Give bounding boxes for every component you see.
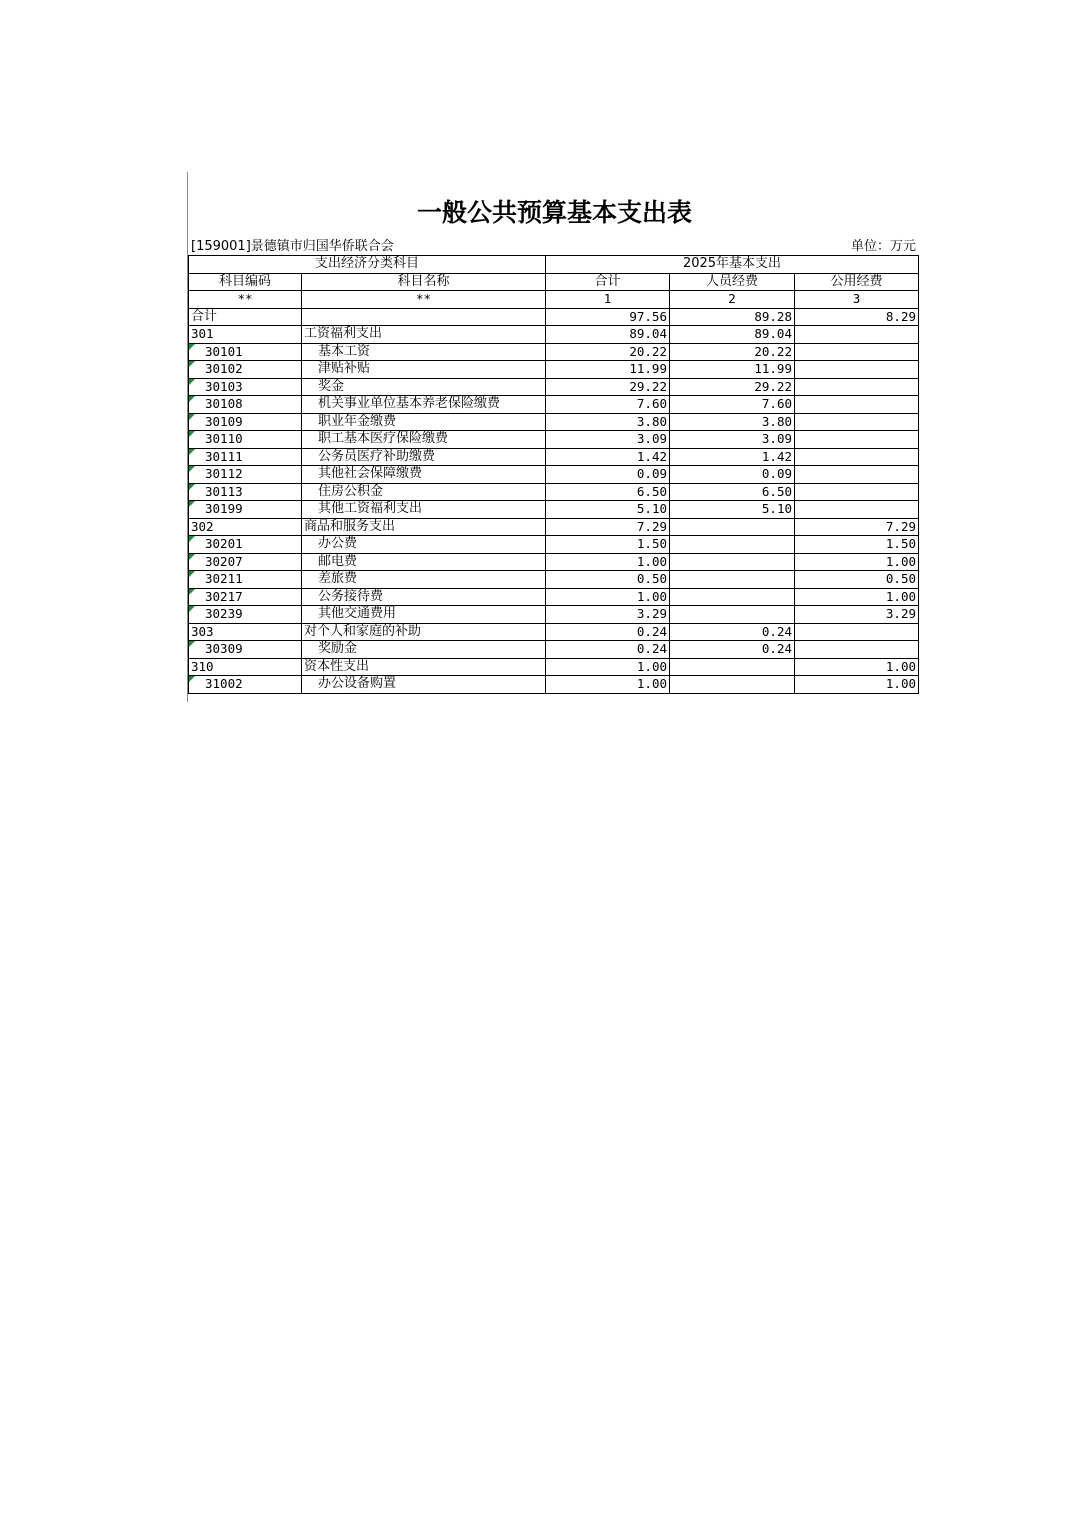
row-personnel [670,606,795,624]
row-name: 机关事业单位基本养老保险缴费 [302,396,546,414]
row-name: 对个人和家庭的补助 [302,623,546,641]
row-total: 3.29 [546,606,670,624]
index-personnel: 2 [670,291,795,309]
row-public: 0.50 [795,571,919,589]
row-total: 1.00 [546,588,670,606]
row-total: 6.50 [546,483,670,501]
row-personnel: 7.60 [670,396,795,414]
row-personnel: 6.50 [670,483,795,501]
row-total: 7.60 [546,396,670,414]
row-personnel [670,588,795,606]
row-public [795,466,919,484]
table-row [189,466,919,484]
row-public [795,623,919,641]
row-name: 职工基本医疗保险缴费 [302,431,546,449]
row-total: 1.42 [546,448,670,466]
row-code: 31002 [189,676,302,694]
row-code: 30111 [189,448,302,466]
row-public: 1.50 [795,536,919,554]
index-header-row [189,291,919,309]
row-code: 30103 [189,378,302,396]
row-personnel: 20.22 [670,343,795,361]
row-public: 1.00 [795,658,919,676]
table-row [189,378,919,396]
row-code: 合计 [189,308,302,326]
header-code: 科目编码 [189,273,302,291]
index-code: ** [189,291,302,309]
row-public [795,343,919,361]
row-code: 30109 [189,413,302,431]
row-name: 工资福利支出 [302,326,546,344]
header-name: 科目名称 [302,273,546,291]
row-public: 7.29 [795,518,919,536]
index-name: ** [302,291,546,309]
table-row [189,676,919,694]
header-public: 公用经费 [795,273,919,291]
row-personnel: 11.99 [670,361,795,379]
row-name: 差旅费 [302,571,546,589]
row-name [302,308,546,326]
row-code: 303 [189,623,302,641]
table-row [189,326,919,344]
table-row [189,658,919,676]
row-public: 1.00 [795,553,919,571]
row-code: 30201 [189,536,302,554]
row-total: 1.00 [546,658,670,676]
table-row [189,361,919,379]
table-row [189,396,919,414]
row-code: 30101 [189,343,302,361]
table-row [189,308,919,326]
row-name: 办公设备购置 [302,676,546,694]
row-name: 津贴补贴 [302,361,546,379]
row-personnel: 5.10 [670,501,795,519]
row-personnel [670,518,795,536]
row-total: 0.50 [546,571,670,589]
row-name: 商品和服务支出 [302,518,546,536]
row-name: 公务员医疗补助缴费 [302,448,546,466]
table-row [189,623,919,641]
table-row [189,536,919,554]
row-name: 其他交通费用 [302,606,546,624]
row-personnel [670,553,795,571]
index-public: 3 [795,291,919,309]
row-code: 30112 [189,466,302,484]
row-name: 其他工资福利支出 [302,501,546,519]
row-code: 30217 [189,588,302,606]
row-name: 奖金 [302,378,546,396]
row-name: 其他社会保障缴费 [302,466,546,484]
table-row [189,448,919,466]
row-name: 基本工资 [302,343,546,361]
row-name: 公务接待费 [302,588,546,606]
table-row [189,553,919,571]
row-public [795,483,919,501]
row-personnel [670,536,795,554]
header-econ-class: 支出经济分类科目 [189,256,546,274]
row-total: 0.24 [546,641,670,659]
table-row [189,571,919,589]
row-code: 30207 [189,553,302,571]
row-total: 0.24 [546,623,670,641]
organization-label: [159001]景德镇市归国华侨联合会 [191,239,394,254]
row-public [795,448,919,466]
row-code: 30239 [189,606,302,624]
row-total: 1.50 [546,536,670,554]
row-public: 1.00 [795,588,919,606]
table-row [189,588,919,606]
header-personnel: 人员经费 [670,273,795,291]
row-code: 30113 [189,483,302,501]
row-public: 1.00 [795,676,919,694]
row-total: 11.99 [546,361,670,379]
row-code: 310 [189,658,302,676]
header-basic-expenditure: 2025年基本支出 [546,256,919,274]
table-row [189,343,919,361]
table-row [189,501,919,519]
table-body [189,308,919,693]
row-public [795,326,919,344]
table-row [189,606,919,624]
row-code: 30102 [189,361,302,379]
row-total: 0.09 [546,466,670,484]
row-total: 1.00 [546,676,670,694]
row-personnel: 1.42 [670,448,795,466]
row-public: 8.29 [795,308,919,326]
row-public [795,361,919,379]
row-personnel: 89.04 [670,326,795,344]
table-row [189,518,919,536]
row-personnel: 0.24 [670,623,795,641]
row-code: 30108 [189,396,302,414]
column-header-row [189,273,919,291]
row-public: 3.29 [795,606,919,624]
row-name: 住房公积金 [302,483,546,501]
row-name: 奖励金 [302,641,546,659]
page-title: 一般公共预算基本支出表 [416,198,692,227]
table-row [189,483,919,501]
row-personnel: 3.80 [670,413,795,431]
row-total: 3.80 [546,413,670,431]
row-personnel [670,658,795,676]
row-code: 30199 [189,501,302,519]
row-code: 30110 [189,431,302,449]
row-personnel: 0.24 [670,641,795,659]
row-code: 30309 [189,641,302,659]
row-public [795,501,919,519]
row-code: 301 [189,326,302,344]
index-total: 1 [546,291,670,309]
row-code: 302 [189,518,302,536]
row-public [795,378,919,396]
row-total: 89.04 [546,326,670,344]
row-personnel [670,571,795,589]
unit-label: 单位：万元 [850,239,916,254]
row-personnel [670,676,795,694]
row-personnel: 0.09 [670,466,795,484]
row-name: 职业年金缴费 [302,413,546,431]
table-row [189,413,919,431]
table-row [189,431,919,449]
row-total: 7.29 [546,518,670,536]
row-name: 办公费 [302,536,546,554]
row-total: 97.56 [546,308,670,326]
row-personnel: 29.22 [670,378,795,396]
row-public [795,413,919,431]
budget-table [188,255,919,694]
row-personnel: 3.09 [670,431,795,449]
row-name: 资本性支出 [302,658,546,676]
row-name: 邮电费 [302,553,546,571]
row-public [795,431,919,449]
row-total: 20.22 [546,343,670,361]
table-row [189,641,919,659]
row-public [795,641,919,659]
row-personnel: 89.28 [670,308,795,326]
row-total: 1.00 [546,553,670,571]
row-total: 3.09 [546,431,670,449]
row-total: 29.22 [546,378,670,396]
row-public [795,396,919,414]
group-header-row [189,256,919,274]
meta-row [189,234,920,254]
row-code: 30211 [189,571,302,589]
row-total: 5.10 [546,501,670,519]
header-total: 合计 [546,273,670,291]
